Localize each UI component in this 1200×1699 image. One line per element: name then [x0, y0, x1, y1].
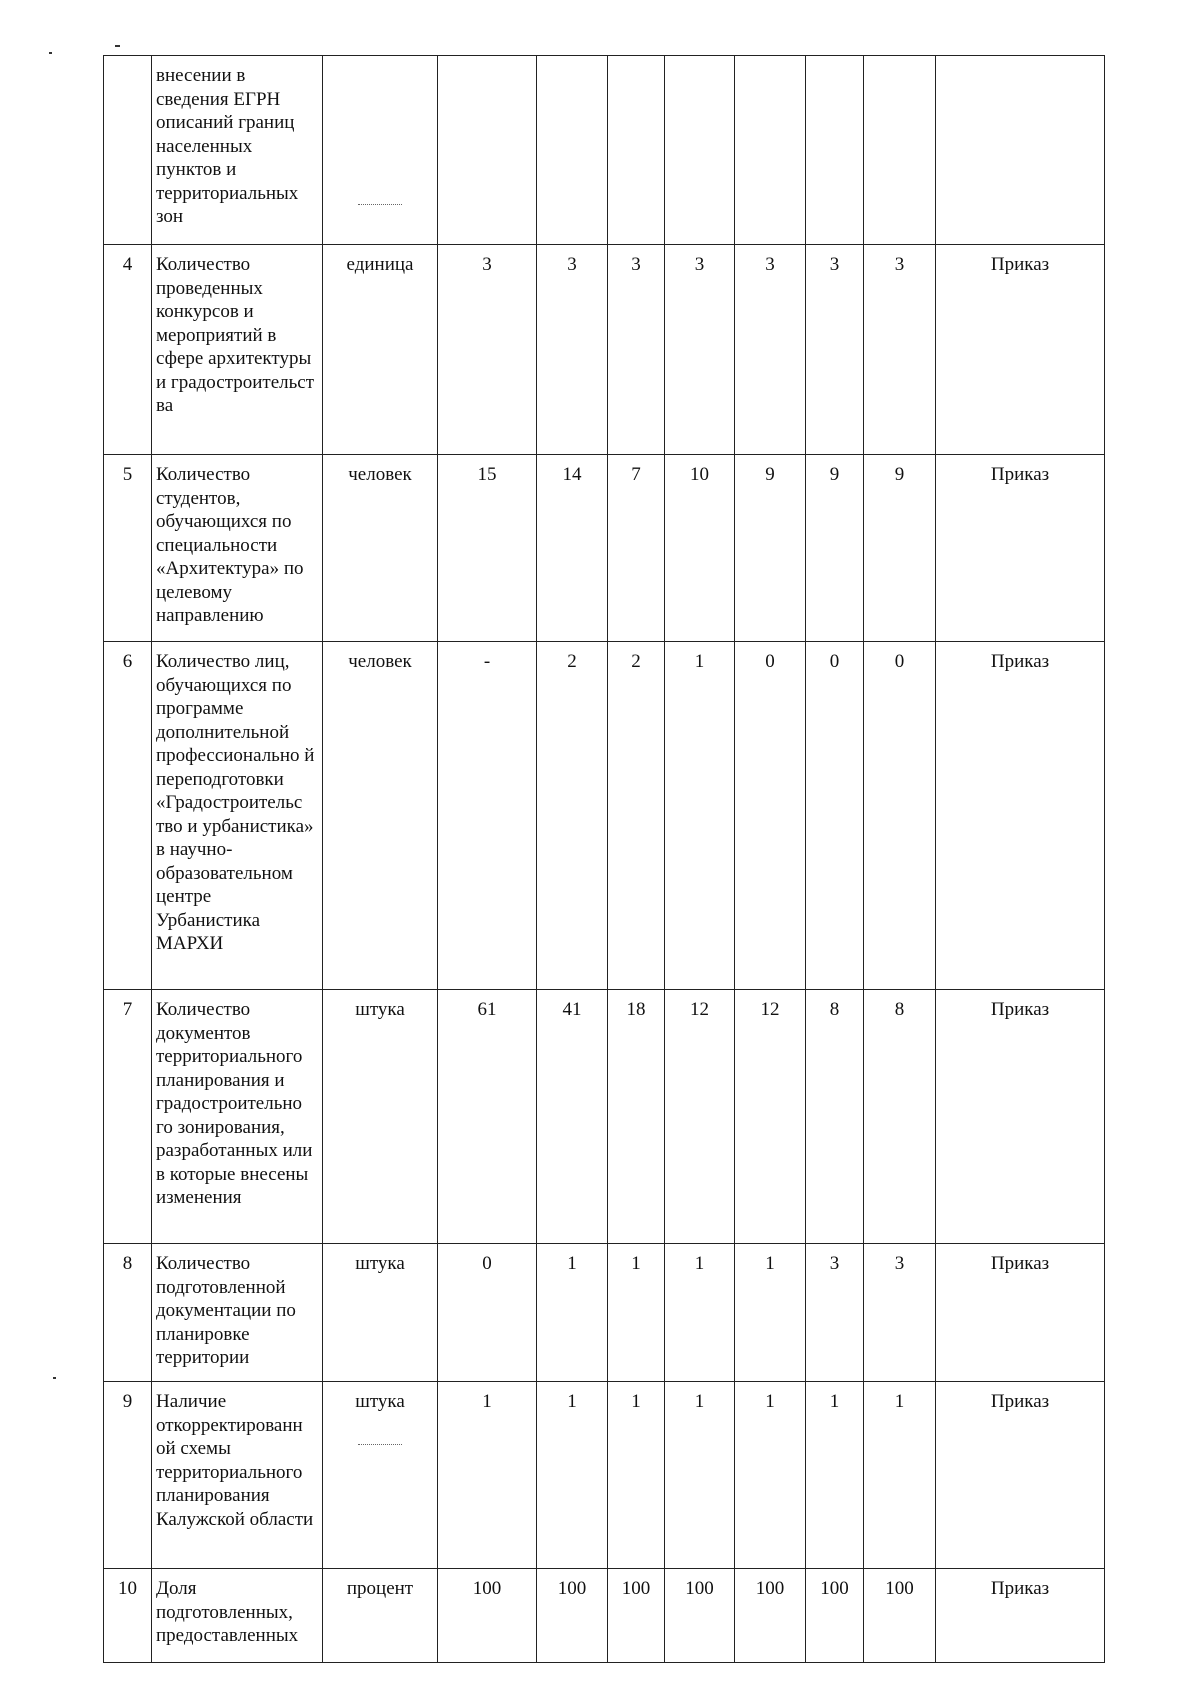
value-cell — [806, 56, 864, 245]
value-cell: 15 — [438, 455, 537, 642]
document-cell: Приказ — [936, 455, 1105, 642]
value-cell: 3 — [438, 245, 537, 455]
indicator-name: Количество студентов, обучающихся по специальности «Архитектура» по целевому направлению — [152, 455, 323, 642]
value-cell: 0 — [864, 642, 936, 990]
document-cell: Приказ — [936, 245, 1105, 455]
value-cell: 3 — [665, 245, 735, 455]
indicator-name: Количество проведенных конкурсов и мероприятий в сфере архитектуры и градостроительст ва — [152, 245, 323, 455]
row-number: 8 — [104, 1244, 152, 1382]
dotted-underline — [358, 204, 402, 205]
table-row — [104, 1382, 1105, 1569]
value-cell — [537, 56, 608, 245]
unit-label: штука — [355, 1391, 405, 1412]
value-cell: - — [438, 642, 537, 990]
value-cell: 100 — [608, 1569, 665, 1663]
value-cell: 3 — [864, 1244, 936, 1382]
value-cell: 3 — [537, 245, 608, 455]
value-cell: 100 — [806, 1569, 864, 1663]
value-cell: 0 — [806, 642, 864, 990]
value-cell — [438, 56, 537, 245]
value-cell: 1 — [537, 1244, 608, 1382]
value-cell: 8 — [864, 990, 936, 1244]
value-cell: 100 — [438, 1569, 537, 1663]
value-cell: 1 — [438, 1382, 537, 1569]
scan-speck — [49, 52, 52, 54]
value-cell: 100 — [665, 1569, 735, 1663]
scan-speck — [53, 1377, 56, 1379]
value-cell: 100 — [735, 1569, 806, 1663]
value-cell: 1 — [608, 1382, 665, 1569]
row-number: 7 — [104, 990, 152, 1244]
document-cell: Приказ — [936, 1569, 1105, 1663]
value-cell: 10 — [665, 455, 735, 642]
value-cell: 3 — [608, 245, 665, 455]
unit-cell: единица — [323, 245, 438, 455]
document-cell: Приказ — [936, 1382, 1105, 1569]
value-cell: 1 — [665, 1244, 735, 1382]
value-cell: 1 — [806, 1382, 864, 1569]
value-cell: 14 — [537, 455, 608, 642]
table-row — [104, 1244, 1105, 1382]
unit-cell: человек — [323, 642, 438, 990]
unit-cell: штука — [323, 1244, 438, 1382]
document-cell: Приказ — [936, 642, 1105, 990]
value-cell: 1 — [735, 1244, 806, 1382]
value-cell: 41 — [537, 990, 608, 1244]
value-cell: 2 — [608, 642, 665, 990]
row-number: 9 — [104, 1382, 152, 1569]
value-cell: 0 — [438, 1244, 537, 1382]
unit-cell: процент — [323, 1569, 438, 1663]
row-number: 10 — [104, 1569, 152, 1663]
value-cell: 1 — [864, 1382, 936, 1569]
row-number: 4 — [104, 245, 152, 455]
value-cell — [608, 56, 665, 245]
table-row — [104, 56, 1105, 245]
table-row — [104, 1569, 1105, 1663]
value-cell: 9 — [806, 455, 864, 642]
document-cell: Приказ — [936, 990, 1105, 1244]
value-cell: 8 — [806, 990, 864, 1244]
value-cell: 1 — [665, 642, 735, 990]
value-cell: 3 — [806, 245, 864, 455]
indicator-name: внесении в сведения ЕГРН описаний границ населенных пунктов и территориальных зон — [152, 56, 323, 245]
indicators-table — [103, 55, 1105, 1663]
table-row — [104, 642, 1105, 990]
value-cell: 9 — [735, 455, 806, 642]
table-row — [104, 455, 1105, 642]
table-row — [104, 990, 1105, 1244]
indicator-name: Наличие откорректированн ой схемы территориального планирования Калужской области — [152, 1382, 323, 1569]
value-cell: 9 — [864, 455, 936, 642]
row-number: 5 — [104, 455, 152, 642]
value-cell: 7 — [608, 455, 665, 642]
value-cell — [665, 56, 735, 245]
unit-cell — [323, 56, 438, 245]
scan-speck — [115, 45, 120, 47]
value-cell — [735, 56, 806, 245]
unit-cell: штука — [323, 990, 438, 1244]
value-cell: 100 — [864, 1569, 936, 1663]
indicator-name: Количество лиц, обучающихся по программе дополнительной профессионально й переподготовки «Градостроительс тво и урбанистика» в научно-образовательном центре Урбанистика МАРХИ — [152, 642, 323, 990]
row-number — [104, 56, 152, 245]
document-cell — [936, 56, 1105, 245]
value-cell: 1 — [537, 1382, 608, 1569]
value-cell: 3 — [864, 245, 936, 455]
row-number: 6 — [104, 642, 152, 990]
value-cell: 12 — [735, 990, 806, 1244]
value-cell: 61 — [438, 990, 537, 1244]
value-cell: 100 — [537, 1569, 608, 1663]
value-cell: 1 — [608, 1244, 665, 1382]
value-cell: 1 — [735, 1382, 806, 1569]
indicator-name: Количество подготовленной документации по планировке территории — [152, 1244, 323, 1382]
document-cell: Приказ — [936, 1244, 1105, 1382]
value-cell — [864, 56, 936, 245]
unit-cell — [323, 1382, 438, 1569]
value-cell: 3 — [735, 245, 806, 455]
dotted-underline — [358, 1444, 402, 1445]
value-cell: 3 — [806, 1244, 864, 1382]
table-row — [104, 245, 1105, 455]
value-cell: 0 — [735, 642, 806, 990]
value-cell: 18 — [608, 990, 665, 1244]
value-cell: 1 — [665, 1382, 735, 1569]
value-cell: 2 — [537, 642, 608, 990]
indicator-name: Количество документов территориального планирования и градостроительно го зонирования, разработанных или в которые внесены изменения — [152, 990, 323, 1244]
indicator-name: Доля подготовленных, предоставленных — [152, 1569, 323, 1663]
value-cell: 12 — [665, 990, 735, 1244]
unit-cell: человек — [323, 455, 438, 642]
